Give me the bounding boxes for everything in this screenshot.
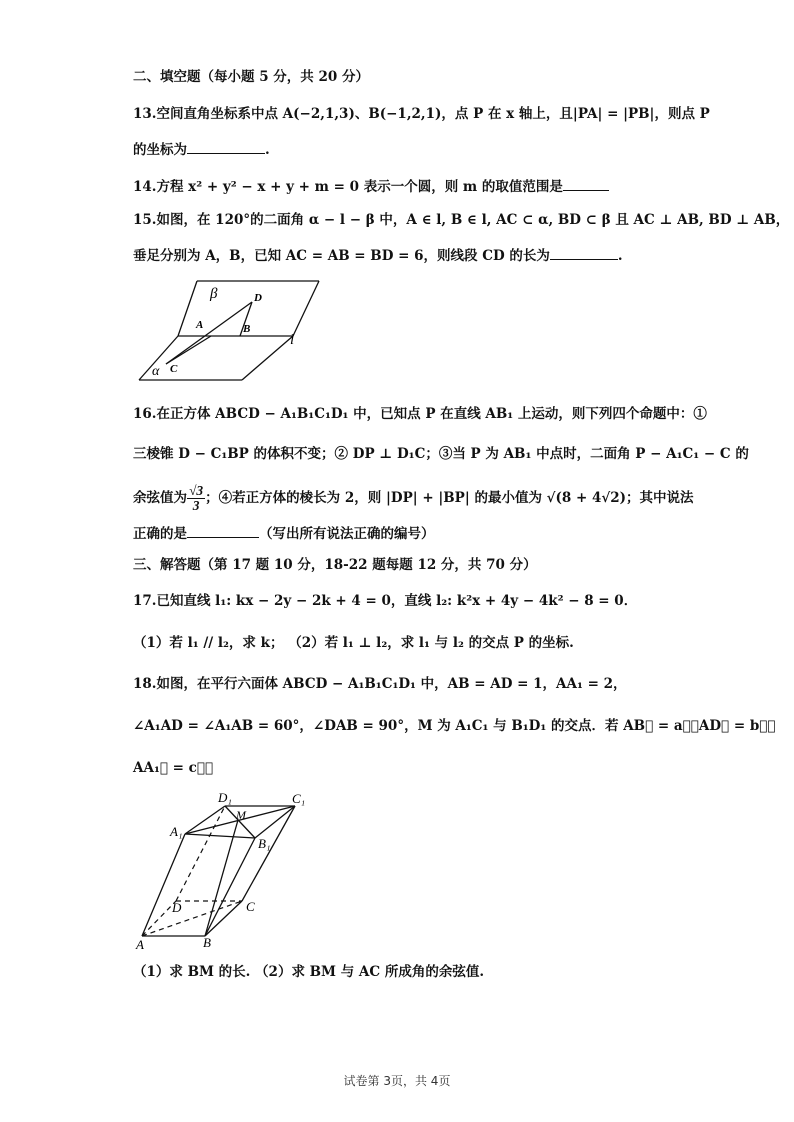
label-d1: D₁ [218, 790, 232, 805]
label-c: C [170, 363, 178, 375]
q18-line1: 18.如图，在平行六面体 ABCD − A₁B₁C₁D₁ 中，AB = AD = 1，AA₁ = 2， [133, 676, 627, 692]
q14-text: 14.方程 x² + y² − x + y + m = 0 表示一个圆，则 m 的取值范围是 [133, 179, 563, 195]
label-c: C [246, 899, 255, 914]
segment-ac [166, 336, 211, 364]
page-footer: 试卷第 3页，共 4页 [343, 1074, 451, 1088]
section3-heading: 三、解答题（第 17 题 10 分，18-22 题每题 12 分，共 70 分） [133, 557, 537, 573]
edge-a1-d1 [185, 806, 225, 834]
label-a1: A₁ [170, 824, 183, 839]
q18-parts: （1）求 BM 的长. （2）求 BM 与 AC 所成角的余弦值. [133, 964, 485, 980]
label-l: l [290, 332, 295, 348]
label-beta: β [210, 286, 218, 302]
q13-line2: 的坐标为 . [133, 139, 270, 160]
q16-line4-a: 正确的是 [133, 526, 187, 542]
label-d: D [254, 292, 262, 304]
q15-line2: 垂足分别为 A，B，已知 AC = AB = BD = 6，则线段 CD 的长为 . [133, 245, 623, 266]
q15-answer-blank [550, 245, 618, 260]
label-a: A [136, 937, 144, 952]
q16-line3-a: 余弦值为 [133, 490, 187, 506]
q18-line2: ∠A₁AD = ∠A₁AB = 60°，∠DAB = 90°，M 为 A₁C₁ 与 B₁D₁ 的交点．若 AB⃗ = a⃗，AD⃗ = b⃗， [133, 718, 776, 734]
hidden-diag-ac [142, 901, 242, 936]
beta-plane-left-edge [178, 281, 197, 336]
q15-line2-text: 垂足分别为 A，B，已知 AC = AB = BD = 6，则线段 CD 的长为 [133, 248, 550, 264]
q13-answer-blank [187, 139, 265, 154]
q14-answer-blank [563, 176, 609, 191]
hidden-edge-dd1 [176, 806, 225, 901]
q18-line3: AA₁⃗ = c⃗． [133, 760, 214, 776]
segment-bm [205, 820, 238, 936]
alpha-plane-right-edge [242, 336, 293, 380]
q14-line [133, 176, 609, 197]
edge-a1-b1 [185, 834, 255, 838]
q15-line1: 15.如图，在 120°的二面角 α − l − β 中，A ∈ l, B ∈ l, AC ⊂ α, BD ⊂ β 且 AC ⊥ AB, BD ⊥ AB， [133, 212, 790, 228]
edge-bb1 [205, 838, 255, 936]
label-d: D [172, 900, 182, 915]
label-b1: B₁ [258, 836, 271, 851]
q16-line1: 16.在正方体 ABCD − A₁B₁C₁D₁ 中，已知点 P 在直线 AB₁ 上运动，则下列四个命题中：① [133, 406, 707, 422]
dihedral-angle-figure [130, 275, 330, 387]
label-c1: C₁ [292, 791, 306, 806]
edge-aa1 [142, 834, 185, 936]
q16-line2: 三棱锥 D − C₁BP 的体积不变；② DP ⊥ D₁C；③当 P 为 AB₁ 中点时，二面角 P − A₁C₁ − C 的 [133, 446, 749, 462]
q16-line4-b: （写出所有说法正确的编号） [259, 526, 435, 542]
q16-line3-b: ；④若正方体的棱长为 2，则 |DP| + |BP| 的最小值为 √(8 + 4√2)；其中说法 [205, 490, 694, 506]
q16-line4 [133, 523, 435, 544]
parallelepiped-figure [130, 784, 320, 954]
beta-plane-right-edge [293, 281, 319, 336]
fraction-numerator: √3 [189, 483, 204, 498]
edge-cc1 [242, 806, 295, 901]
fraction-sqrt3-over-3 [187, 484, 205, 513]
label-a: A [196, 319, 204, 331]
q16-answer-blank [187, 523, 259, 538]
hidden-edge-ad [142, 901, 176, 936]
q16-line3 [133, 484, 694, 513]
q13-line1: 13.空间直角坐标系中点 A(−2,1,3)、B(−1,2,1)，点 P 在 x 轴上，且|PA| = |PB|，则点 P [133, 106, 710, 122]
q13-line2-text: 的坐标为 [133, 142, 187, 158]
q17-line2: （1）若 l₁ // l₂，求 k； （2）若 l₁ ⊥ l₂，求 l₁ 与 l₂ 的交点 P 的坐标. [133, 635, 574, 651]
label-b: B [243, 323, 251, 335]
section2-heading: 二、填空题（每小题 5 分，共 20 分） [133, 69, 369, 85]
fraction-denominator: 3 [192, 498, 200, 513]
label-alpha: α [152, 364, 160, 379]
q17-line1: 17.已知直线 l₁: kx − 2y − 2k + 4 = 0，直线 l₂: k²x + 4y − 4k² − 8 = 0． [133, 593, 638, 609]
label-m: M [236, 808, 246, 822]
label-b: B [203, 935, 211, 950]
